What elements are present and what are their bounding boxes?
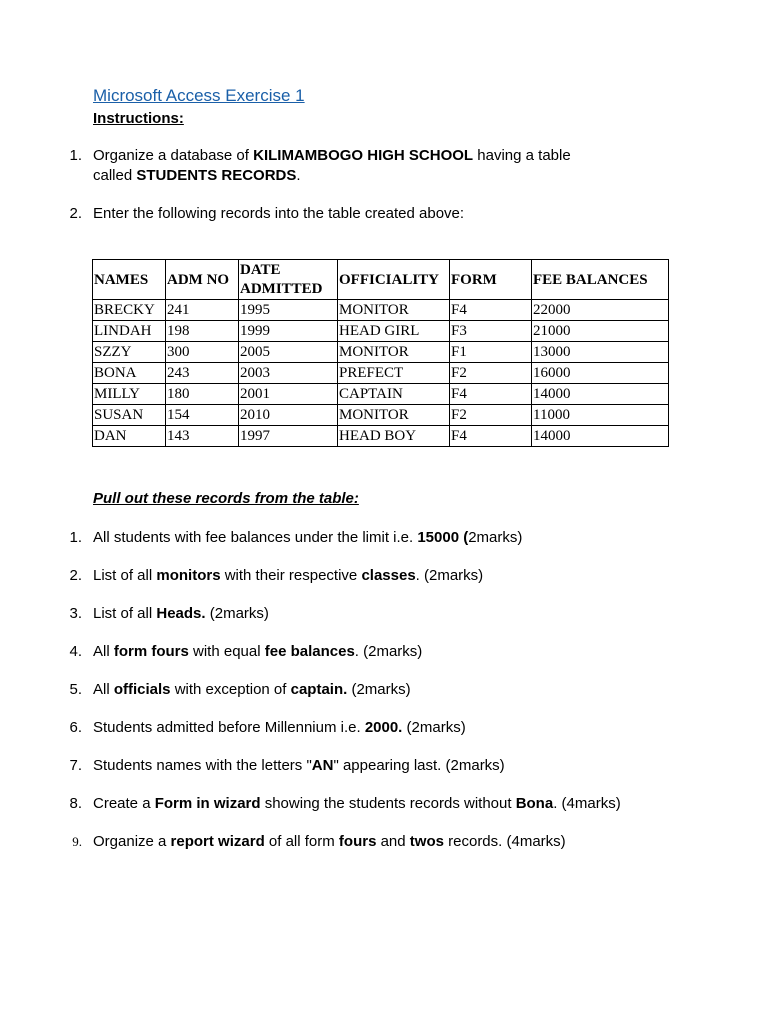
document-title: Microsoft Access Exercise 1 <box>93 86 305 105</box>
bold-text: captain. <box>290 681 348 698</box>
table-cell: MILLY <box>93 384 166 405</box>
table-cell: F4 <box>450 300 532 321</box>
instruction-line <box>93 166 693 186</box>
table-cell: 1999 <box>239 321 338 342</box>
table-cell: 11000 <box>532 405 669 426</box>
column-header: NAMES <box>93 260 166 300</box>
table-cell: 16000 <box>532 363 669 384</box>
table-cell: BRECKY <box>93 300 166 321</box>
task-text <box>93 756 693 776</box>
instruction-number: 1. <box>69 147 82 164</box>
bold-text: form fours <box>113 643 189 660</box>
table-cell: BONA <box>93 363 166 384</box>
table-cell: F1 <box>450 342 532 363</box>
text-run: records. (4marks) <box>443 833 566 850</box>
student-records-table <box>92 259 669 447</box>
table-row <box>93 405 669 426</box>
task-number: 8. <box>69 795 82 812</box>
instruction-line <box>93 204 693 224</box>
table-cell: F4 <box>450 384 532 405</box>
table-cell: 2001 <box>239 384 338 405</box>
text-run: All <box>93 681 114 698</box>
task-number: 4. <box>69 643 82 660</box>
text-run: " appearing last. (2marks) <box>333 757 505 774</box>
table-cell: 198 <box>166 321 239 342</box>
text-run: and <box>376 833 410 850</box>
task-number: 2. <box>69 567 82 584</box>
task-number: 6. <box>69 719 82 736</box>
table-row <box>93 384 669 405</box>
table-cell: 300 <box>166 342 239 363</box>
table-cell: HEAD BOY <box>338 426 450 447</box>
instruction-number: 2. <box>69 205 82 222</box>
instruction-text <box>93 146 693 186</box>
text-run: . (2marks) <box>354 643 423 660</box>
table-cell: 2003 <box>239 363 338 384</box>
text-run: . (2marks) <box>415 567 484 584</box>
text-run: Create a <box>93 795 155 812</box>
task-text <box>93 566 693 586</box>
table-row <box>93 342 669 363</box>
bold-text: report wizard <box>170 833 265 850</box>
table-cell: 1997 <box>239 426 338 447</box>
text-run: . <box>296 167 301 184</box>
table-cell: 180 <box>166 384 239 405</box>
text-run: called <box>93 167 137 184</box>
text-run: List of all <box>93 605 157 622</box>
text-run: showing the students records without <box>260 795 516 812</box>
table-row <box>93 426 669 447</box>
bold-text: Form in wizard <box>154 795 261 812</box>
instruction-text <box>93 204 693 224</box>
table-row <box>93 363 669 384</box>
pull-records-heading: Pull out these records from the table: <box>93 490 359 507</box>
table-cell: LINDAH <box>93 321 166 342</box>
table-body <box>93 300 669 447</box>
column-header: ADM NO <box>166 260 239 300</box>
table-cell: 2010 <box>239 405 338 426</box>
bold-text: KILIMAMBOGO HIGH SCHOOL <box>253 147 474 164</box>
table-row <box>93 300 669 321</box>
text-run: Organize a database of <box>93 147 254 164</box>
table-cell: 243 <box>166 363 239 384</box>
bold-text: Bona <box>515 795 554 812</box>
task-text <box>93 794 693 814</box>
text-run: of all form <box>264 833 339 850</box>
text-run: Enter the following records into the table created above: <box>93 205 465 222</box>
text-run: with exception of <box>170 681 291 698</box>
bold-text: AN <box>311 757 334 774</box>
bold-text: STUDENTS RECORDS <box>136 167 297 184</box>
task-text <box>93 528 693 548</box>
task-number: 5. <box>69 681 82 698</box>
bold-text: officials <box>113 681 171 698</box>
table-cell: 143 <box>166 426 239 447</box>
task-text <box>93 832 693 852</box>
column-header: DATE ADMITTED <box>239 260 338 300</box>
table-cell: MONITOR <box>338 405 450 426</box>
task-text <box>93 680 693 700</box>
table-cell: 14000 <box>532 426 669 447</box>
table-cell: F2 <box>450 405 532 426</box>
table-cell: DAN <box>93 426 166 447</box>
table-cell: F2 <box>450 363 532 384</box>
task-number: 3. <box>69 605 82 622</box>
text-run: 2marks) <box>468 529 523 546</box>
table-cell: MONITOR <box>338 342 450 363</box>
task-text <box>93 718 693 738</box>
task-text <box>93 642 693 662</box>
bold-text: twos <box>409 833 444 850</box>
bold-text: fee balances <box>264 643 355 660</box>
column-header: FEE BALANCES <box>532 260 669 300</box>
table-cell: F3 <box>450 321 532 342</box>
instruction-line <box>93 146 693 166</box>
column-header: OFFICIALITY <box>338 260 450 300</box>
instructions-label: Instructions: <box>93 110 184 127</box>
table-cell: 22000 <box>532 300 669 321</box>
table-cell: SUSAN <box>93 405 166 426</box>
bold-text: classes <box>361 567 416 584</box>
table-cell: F4 <box>450 426 532 447</box>
text-run: (2marks) <box>205 605 269 622</box>
bold-text: 2000. <box>364 719 403 736</box>
text-run: List of all <box>93 567 157 584</box>
table-cell: MONITOR <box>338 300 450 321</box>
table-header-row <box>93 260 669 300</box>
text-run: Students names with the letters " <box>93 757 312 774</box>
text-run: . (4marks) <box>553 795 621 812</box>
table-cell: SZZY <box>93 342 166 363</box>
bold-text: 15000 ( <box>417 529 469 546</box>
table-cell: 154 <box>166 405 239 426</box>
table-cell: 21000 <box>532 321 669 342</box>
text-run: All <box>93 643 114 660</box>
text-run: (2marks) <box>402 719 466 736</box>
table-cell: CAPTAIN <box>338 384 450 405</box>
table-cell: 14000 <box>532 384 669 405</box>
text-run: Organize a <box>93 833 171 850</box>
task-number: 7. <box>69 757 82 774</box>
table-cell: HEAD GIRL <box>338 321 450 342</box>
task-number: 1. <box>69 529 82 546</box>
table-cell: 241 <box>166 300 239 321</box>
text-run: with equal <box>188 643 265 660</box>
task-text <box>93 604 693 624</box>
column-header: FORM <box>450 260 532 300</box>
text-run: Students admitted before Millennium i.e. <box>93 719 365 736</box>
table-cell: 13000 <box>532 342 669 363</box>
table-cell: 2005 <box>239 342 338 363</box>
table-cell: 1995 <box>239 300 338 321</box>
text-run: All students with fee balances under the limit i.e. <box>93 529 418 546</box>
table-cell: PREFECT <box>338 363 450 384</box>
table-row <box>93 321 669 342</box>
text-run: having a table <box>473 147 571 164</box>
bold-text: Heads. <box>156 605 206 622</box>
bold-text: monitors <box>156 567 221 584</box>
bold-text: fours <box>338 833 377 850</box>
task-number: 9. <box>72 834 82 849</box>
text-run: (2marks) <box>347 681 411 698</box>
text-run: with their respective <box>220 567 362 584</box>
